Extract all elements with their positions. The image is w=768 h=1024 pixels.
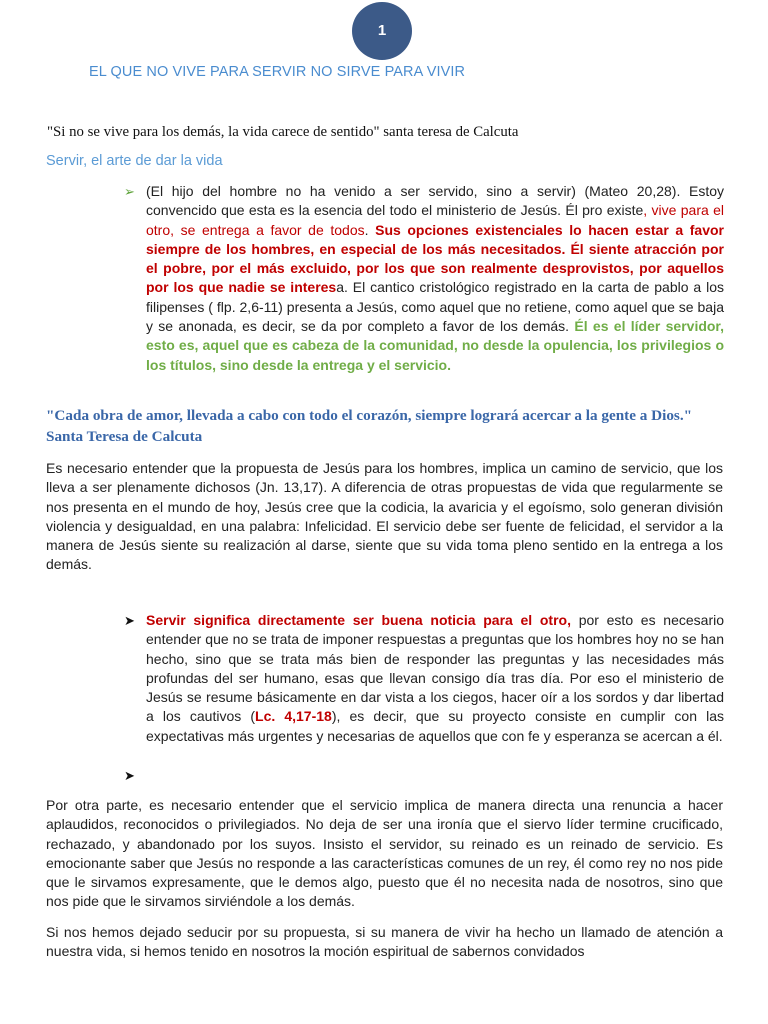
arrow-bullet-icon: ➤ [124, 768, 135, 783]
bullet-text-body: a. El cantico cristológico registrado en la carta de pablo a los filipenses ( flp. 2,6-11) presenta a Jesús, como aquel que no retiene, como aquel que se baja y se anonada, es decir, se da por completo a favor de los demás. [146, 279, 724, 335]
arrow-bullet-icon: ➤ [124, 613, 135, 628]
bullet-text-intro: (El hijo del hombre no ha venido a ser servido, sino a servir) (Mateo 20,28). Estoy convencido que esta es la esencia del todo el ministerio de Jesús. Él pro existe [146, 183, 724, 219]
bullet-text-tail: ), es decir, que su proyecto consiste en cumplir con las expectativas más urgentes y necesarias de aquellos que con fe y esperanza se acercan a él. [146, 708, 724, 744]
bullet-text-body: por esto es necesario entender que no se trata de imponer respuestas a preguntas que los hombres hoy no se han hecho, sino que se trata más bien de responder las preguntas y las necesidades más profundas del ser humano, esas que llevan consigo día tras día. Por eso el ministerio de Jesús se resume básicamente en dar vista a los ciegos, hacer oír a los sordos y dar libertad a los cautivos ( [146, 612, 725, 725]
bullet-text-emphasis: Sus opciones existenciales lo hacen estar a favor siempre de los hombres, en especial de los más necesitados. Él siente atracción por el pobre, por el más excluido, por los que son realmente desprovistos, por aquellos por los que nadie se interes [146, 221, 724, 296]
bullet-text-reference: Lc. 4,17-18 [255, 708, 332, 725]
section-heading: Servir, el arte de dar la vida [46, 153, 223, 169]
paragraph-renunciation: Por otra parte, es necesario entender que el servicio implica de manera directa una renuncia a hacer aplaudidos, reconocidos o privilegiados. No deja de ser una ironía que el siervo líder termine crucificado, rechazado, y abandonado por los suyos. Insisto el servidor, su reinado es un reinado de servicio. Es emocionante saber que Jesús no responde a las características comunes de un rey, él como rey no nos pide que le sirvamos expresamente, que le demos algo, puesto que él no necesita nada de nosotros, sino que nos pide que le sirvamos sirviéndole a los demás. [46, 797, 723, 910]
document-title: EL QUE NO VIVE PARA SERVIR NO SIRVE PARA VIVIR [89, 64, 466, 80]
bullet-text-punct: . [364, 221, 376, 238]
teresa-quote: "Cada obra de amor, llevada a cabo con todo el corazón, siempre logrará acercar a la gente a Dios." Santa Teresa de Calcuta [46, 407, 693, 445]
bullet-item-good-news [124, 611, 724, 746]
bullet-text [146, 611, 724, 746]
arrow-bullet-icon: ➢ [124, 184, 135, 199]
bullet-text-highlight: , vive para el otro, se entrega a favor de todos [146, 202, 725, 238]
paragraph-seduced: Si nos hemos dejado seducir por su propuesta, si su manera de vivir ha hecho un llamado de atención a nuestra vida, si hemos tenido en nosotros la moción espiritual de sabernos convidados [46, 924, 723, 960]
bullet-text [146, 182, 724, 375]
epigraph-quote: "Si no se vive para los demás, la vida carece de sentido" santa teresa de Calcuta [47, 124, 519, 140]
bullet-text-leader: Él es el líder servidor, esto es, aquel que es cabeza de la comunidad, no desde la opulencia, los privilegios o los títulos, sino desde la entrega y el servicio. [146, 318, 724, 373]
bullet-item-empty [124, 766, 164, 786]
bullet-item-servant [124, 182, 724, 375]
bullet-text-emphasis: Servir significa directamente ser buena noticia para el otro, [146, 612, 571, 628]
paragraph-proposal: Es necesario entender que la propuesta de Jesús para los hombres, implica un camino de servicio, que los lleva a ser plenamente dichosos (Jn. 13,17). A diferencia de otras propuestas de vida que regularmente se nos presenta en el mundo de hoy, Jesús cree que la codicia, la avaricia y el egoísmo, solo generan división violencia y desigualdad, en una palabra: Infelicidad. El servicio debe ser fuente de felicidad, el servidor a la manera de Jesús siente su realización al darse, siente que su vida toma pleno sentido en la entrega a los demás. [46, 460, 723, 573]
page-number-badge: 1 [352, 2, 412, 60]
